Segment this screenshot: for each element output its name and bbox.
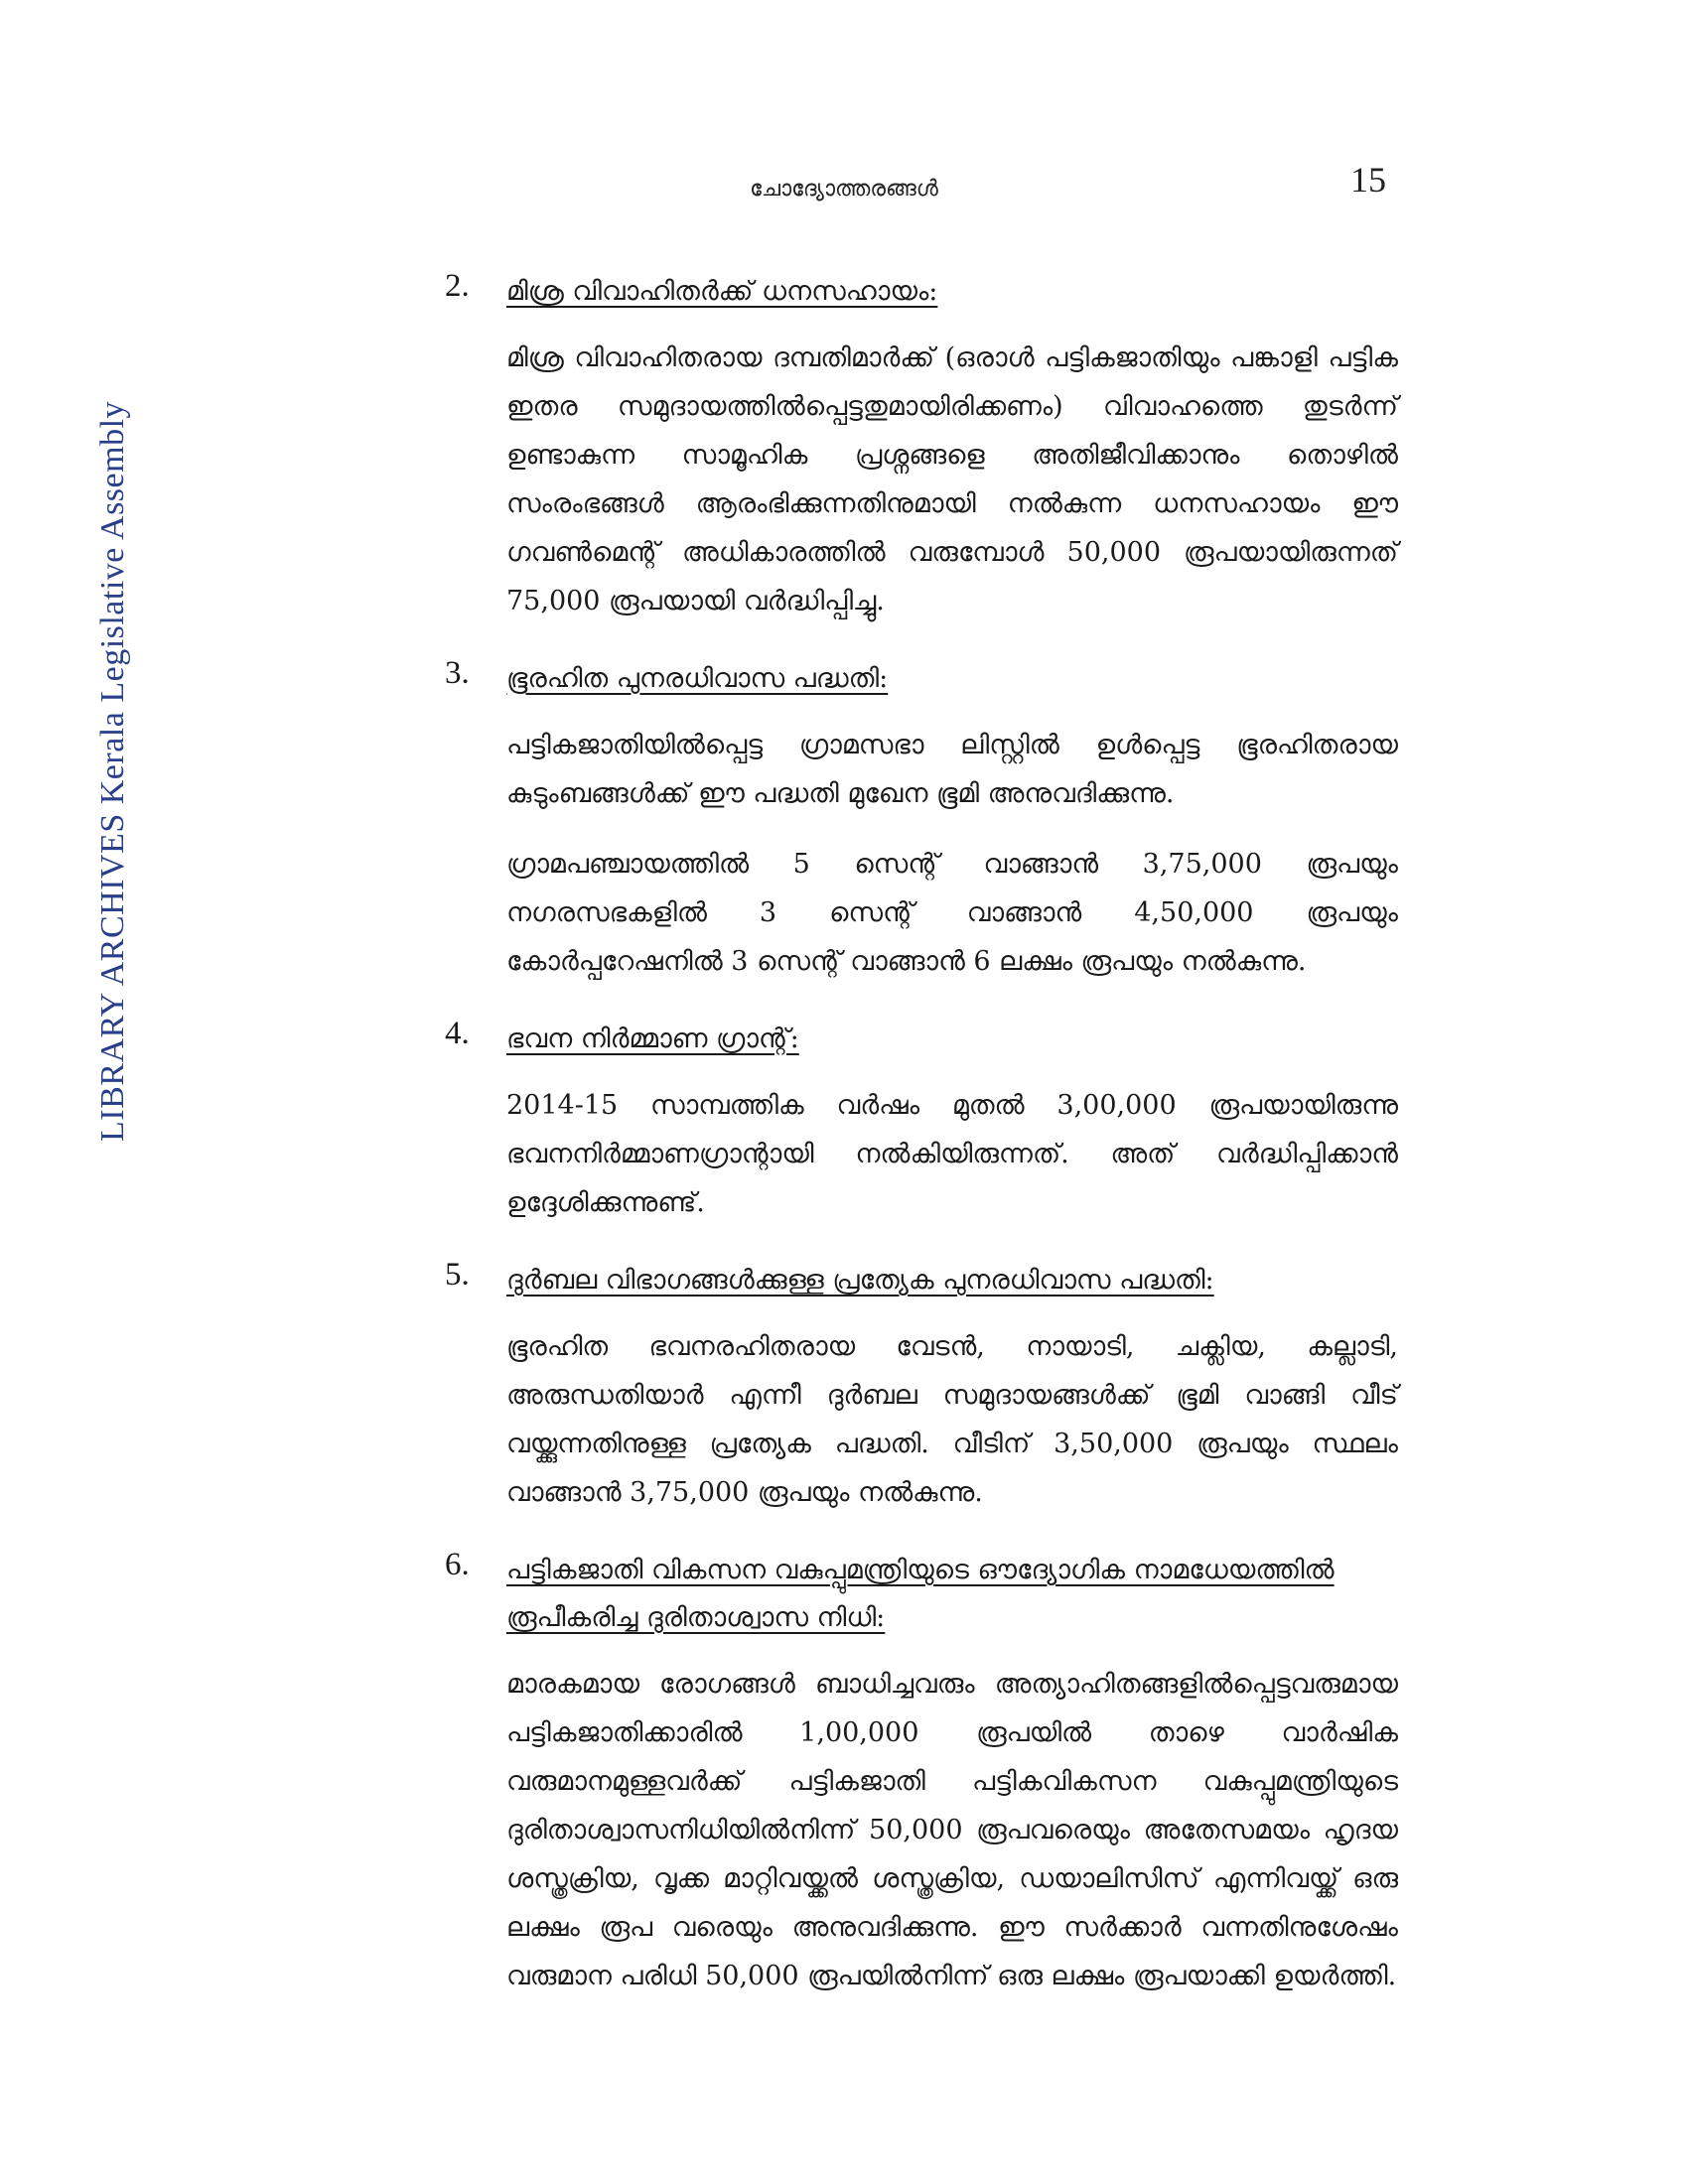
- section-heading: [445, 1547, 1398, 1642]
- running-head: ചോദ്യോത്തരങ്ങൾ: [750, 177, 938, 202]
- section-4: [445, 1016, 1398, 1227]
- section-paragraph: 2014-15 സാമ്പത്തിക വർഷം മുതൽ 3,00,000 രൂപയായിരുന്നു ഭവനനിർമ്മാണഗ്രാന്റായി നൽകിയിരുന്നത്. അത് വർദ്ധിപ്പിക്കാൻ ഉദ്ദേശിക്കുന്നുണ്ട്.: [506, 1090, 1398, 1218]
- section-title: ദുർബല വിഭാഗങ്ങൾക്കുള്ള പ്രത്യേക പുനരധിവാസ പദ്ധതി:: [506, 1265, 1214, 1296]
- section-paragraph: പട്ടികജാതിയിൽപ്പെട്ട ഗ്രാമസഭാ ലിസ്റ്റിൽ ഉൾപ്പെട്ട ഭൂരഹിതരായ കുടുംബങ്ങൾക്ക് ഈ പദ്ധതി മുഖേന ഭൂമി അനുവദിക്കുന്നു.: [506, 730, 1398, 809]
- section-title: ഭവന നിർമ്മാണ ഗ്രാന്റ്:: [506, 1024, 799, 1054]
- section-paragraph: ഭൂരഹിത ഭവനരഹിതരായ വേടൻ, നായാടി, ചക്ലിയ, കല്ലാടി, അരുന്ധതിയാർ എന്നീ ദുർബല സമുദായങ്ങൾക്ക് ഭൂമി വാങ്ങി വീട് വയ്ക്കുന്നതിനുള്ള പ്രത്യേക പദ്ധതി. വീടിന് 3,50,000 രൂപയും സ്ഥലം വാങ്ങാൻ 3,75,000 രൂപയും നൽകുന്നു.: [506, 1331, 1398, 1508]
- section-title: പട്ടികജാതി വികസന വകുപ്പുമന്ത്രിയുടെ ഔദ്യോഗിക നാമധേയത്തിൽ രൂപീകരിച്ച ദുരിതാശ്വാസ നിധി:: [506, 1555, 1335, 1633]
- section-title: മിശ്ര വിവാഹിതർക്ക് ധനസഹായം:: [506, 276, 938, 307]
- page-header: [0, 159, 1688, 218]
- section-number: 2.: [445, 268, 470, 304]
- section-heading: [445, 268, 1398, 316]
- section-6: [445, 1547, 1398, 2000]
- section-number: 3.: [445, 655, 470, 691]
- section-heading: [445, 1257, 1398, 1304]
- section-3: [445, 655, 1398, 986]
- section-number: 6.: [445, 1547, 470, 1582]
- section-5: [445, 1257, 1398, 1517]
- section-heading: [445, 655, 1398, 703]
- section-paragraph: ഗ്രാമപഞ്ചായത്തിൽ 5 സെന്റ് വാങ്ങാൻ 3,75,000 രൂപയും നഗരസഭകളിൽ 3 സെന്റ് വാങ്ങാൻ 4,50,000 രൂപയും കോർപ്പറേഷനിൽ 3 സെന്റ് വാങ്ങാൻ 6 ലക്ഷം രൂപയും നൽകുന്നു.: [506, 849, 1398, 977]
- section-2: [445, 268, 1398, 625]
- page-number: 15: [1350, 160, 1386, 200]
- section-number: 4.: [445, 1016, 470, 1051]
- section-paragraph: മിശ്ര വിവാഹിതരായ ദമ്പതിമാർക്ക് (ഒരാൾ പട്ടികജാതിയും പങ്കാളി പട്ടിക ഇതര സമുദായത്തിൽപ്പെട്ടതുമായിരിക്കണം) വിവാഹത്തെ തുടർന്ന് ഉണ്ടാകുന്ന സാമൂഹിക പ്രശ്നങ്ങളെ അതിജീവിക്കാനും തൊഴിൽ സംരംഭങ്ങൾ ആരംഭിക്കുന്നതിനുമായി നൽകുന്ന ധനസഹായം ഈ ഗവൺമെന്റ് അധികാരത്തിൽ വരുമ്പോൾ 50,000 രൂപയായിരുന്നത് 75,000 രൂപയായി വർദ്ധിപ്പിച്ചു.: [506, 342, 1398, 616]
- section-title: ഭൂരഹിത പുനരധിവാസ പദ്ധതി:: [506, 663, 889, 694]
- document-body: [445, 268, 1398, 2030]
- section-number: 5.: [445, 1257, 470, 1293]
- archive-watermark: LIBRARY ARCHIVES Kerala Legislative Assembly: [94, 400, 131, 1142]
- section-heading: [445, 1016, 1398, 1063]
- section-paragraph: മാരകമായ രോഗങ്ങൾ ബാധിച്ചവരും അത്യാഹിതങ്ങളിൽപ്പെട്ടവരുമായ പട്ടികജാതിക്കാരിൽ 1,00,000 രൂപയിൽ താഴെ വാർഷിക വരുമാനമുള്ളവർക്ക് പട്ടികജാതി പട്ടികവികസന വകുപ്പുമന്ത്രിയുടെ ദുരിതാശ്വാസനിധിയിൽനിന്ന് 50,000 രൂപവരെയും അതേസമയം ഹൃദയ ശസ്ത്രക്രിയ, വൃക്ക മാറ്റിവയ്ക്കൽ ശസ്ത്രക്രിയ, ഡയാലിസിസ് എന്നിവയ്ക്ക് ഒരു ലക്ഷം രൂപ വരെയും അനുവദിക്കുന്നു. ഈ സർക്കാർ വന്നതിനുശേഷം വരുമാന പരിധി 50,000 രൂപയിൽനിന്ന് ഒരു ലക്ഷം രൂപയാക്കി ഉയർത്തി.: [506, 1669, 1398, 1991]
